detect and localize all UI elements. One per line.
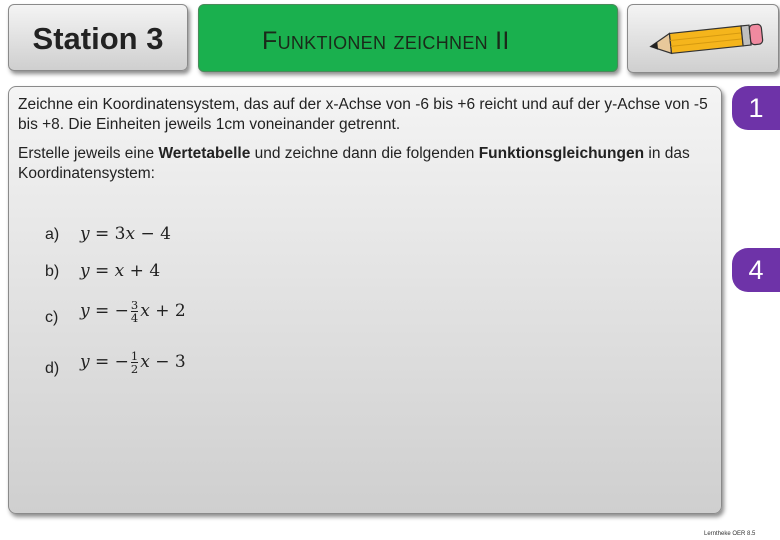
keyword-wertetabelle: Wertetabelle [158,145,251,162]
task-label: a) [45,226,60,243]
fraction: $\frac{1}{2}$ [130,349,139,376]
title-banner [198,4,618,72]
equation-b: y = x + 4 [80,261,161,281]
level-badge: 1 [732,86,780,130]
task-d [45,360,79,378]
footer-credit: Lerntheke OER 8.5 [704,531,756,537]
station-label: Station 3 [32,21,164,56]
task-label: c) [45,309,59,326]
page-title: Funktionen zeichnen II [262,27,510,55]
task-c [45,309,79,327]
task-label: b) [45,263,60,280]
station-label-box [8,4,188,71]
points-badge: 4 [732,248,780,292]
fraction: $\frac{3}{4}$ [130,298,139,325]
instruction-paragraph-1: Zeichne ein Koordinatensystem, das auf der x-Achse von -6 bis +6 reicht und auf der y-Achse von -5 bis +8. Die Einheiten jeweils 1cm voneinander getrennt. [18,96,708,133]
pencil-icon [638,17,768,57]
instruction-paragraph-2: Erstelle jeweils eine Wertetabelle und zeichne dann die folgenden Funktionsgleichungen in das Koordinatensystem: [18,145,690,182]
task-card [8,86,722,514]
task-label: d) [45,360,60,377]
task-b [45,263,79,281]
equation-c: y = − $\frac{3}{4}$ x + 2 [80,298,186,325]
pencil-box [627,4,779,73]
keyword-funktionsgleichungen: Funktionsgleichungen [478,145,645,162]
equation-d: y = − $\frac{1}{2}$ x − 3 [80,349,186,376]
task-a [45,226,79,244]
equation-a: y = 3x − 4 [80,224,171,244]
